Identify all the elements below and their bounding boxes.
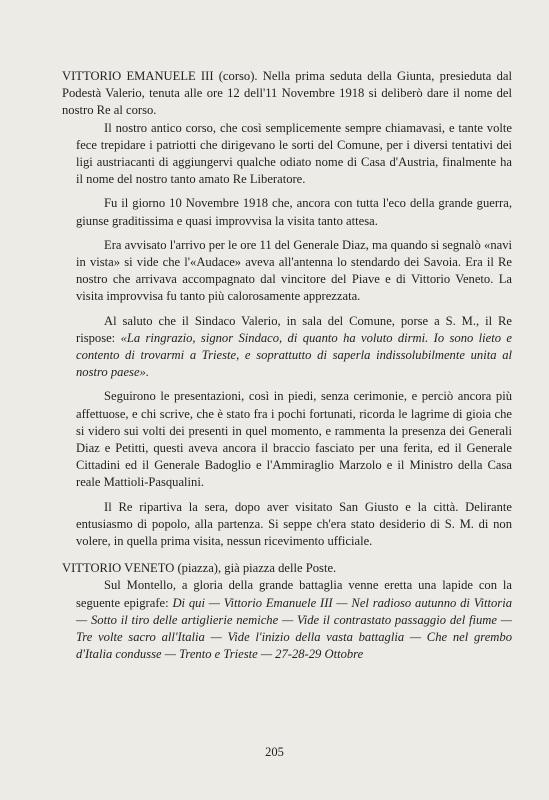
page-text <box>62 68 512 670</box>
paragraph: Il nostro antico corso, che così semplicemente sempre chiamavasi, e tante volte fece trepidare i patriotti che dirigevano le sorti del Comune, per i diversi tentativi dei ligi austriacanti di aggiungervi qualche odiato nome di Casa d'Austria, finalmente ha il nome del nostro tanto amato Re Liberatore. <box>76 120 512 187</box>
entry-vittorio-veneto <box>62 560 512 663</box>
paragraph: Fu il giorno 10 Novembre 1918 che, ancora con tutta l'eco della grande guerra, giunse graditissima e quasi improvvisa la visita tanto attesa. <box>76 196 512 228</box>
entry-title: VITTORIO EMANUELE III (corso). <box>62 69 258 83</box>
entry-intro: (piazza), già piazza delle Poste. <box>177 561 337 576</box>
paragraph: Seguirono le presentazioni, così in piedi, senza cerimonie, e perciò ancora più affettuose, e chi scrive, che è stato fra i pochi fortunati, ricorda le lagrime di gioia che si videro sui volti dei presenti in quel momento, e rammenta la presenza dei Generali Diaz e Petitti, questi aveva ancora il braccio fasciato per una ferita, ed il Generale Cittadini ed il Generale Badoglio e l'Ammiraglio Marzolo e il Ministro della Casa reale Mattioli-Pasqualini. <box>76 389 512 490</box>
paragraph-quote: Al saluto che il Sindaco Valerio, in sala del Comune, porse a S. M., il Re rispose: «La ringrazio, signor Sindaco, di quanto ha voluto dirmi. Io sono lieto e contento di trovarmi a Trieste, e soprattutto di saperla indissolubilmente unita al nostro paese». <box>76 313 513 380</box>
entry-intro: Nella prima seduta della Giunta, presieduta dal Podestà Valerio, tenuta alle ore 12 dell'11 Novembre 1918 si deliberò dare il nome del nostro Re al corso. <box>62 69 513 118</box>
paragraph-epigraph: Sul Montello, a gloria della grande battaglia venne eretta una lapide con la seguente epigrafe: Di qui — Vittorio Emanuele III — Nel radioso autunno di Vittoria — Sotto il tiro delle artiglierie nemiche — Vide il contrastato passaggio del fiume — Tre volte sacro all'Italia — Vide l'inizio della vasta battaglia — Che nel grembo d'Italia condusse — Trento e Trieste — 27-28-29 Ottobre <box>76 578 512 662</box>
page-number: 205 <box>265 745 284 759</box>
entry-vittorio-emanuele <box>62 68 512 550</box>
paragraph: Il Re ripartiva la sera, dopo aver visitato San Giusto e la città. Delirante entusiasmo di popolo, alla partenza. Si seppe ch'era stato desiderio di S. M. di non volere, in quella prima visita, nessun ricevimento ufficiale. <box>76 499 512 549</box>
entry-title: VITTORIO VENETO <box>62 561 175 576</box>
paragraph: Era avvisato l'arrivo per le ore 11 del Generale Diaz, ma quando si segnalò «navi in vista» si vide che l'«Audace» aveva all'antenna lo stendardo dei Savoia. Era il Re nostro che arrivava accompagnato dal vincitore del Piave e di Vittorio Veneto. La visita improvvisa fu tanto più calorosamente apprezzata. <box>76 237 512 304</box>
